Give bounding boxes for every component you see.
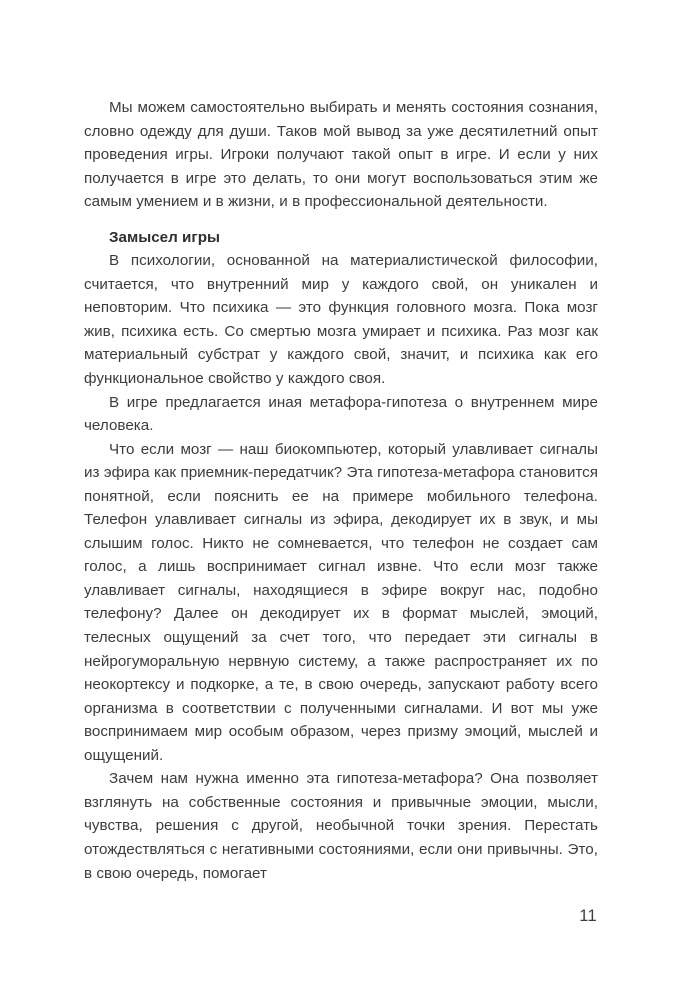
paragraph-opening: Мы можем самостоятельно выбирать и менять состояния сознания, словно одежду для души. Таков мой вывод за уже десятилетний опыт проведения игры. Игроки получают такой опыт в игре. И если у них получается в игре это делать, то они могут воспользоваться этим же самым умением и в жизни, и в профессиональной деятельности.	[84, 99, 598, 211]
page-number: 11	[579, 907, 597, 925]
paragraph-brain-biocomputer: Что если мозг — наш биокомпьютер, который улавливает сигналы из эфира как приемник-передатчик? Эта гипотеза-метафора становится понятной, если пояснить ее на примере мобильного телефона. Телефон улавливает сигналы из эфира, декодирует их в звук, и мы слышим голос. Никто не сомневается, что телефон не создает сам голос, а лишь воспринимает сигнал извне. Что если мозг также улавливает сигналы, находящиеся в эфире вокруг нас, подобно телефону? Далее он декодирует их в формат мыслей, эмоций, телесных ощущений за счет того, что передает эти сигналы в нейрогуморальную нервную систему, а также распространяет их по неокортексу и подкорке, а те, в свою очередь, запускают работу всего организма в соответствии с полученными сигналами. И вот мы уже воспринимаем мир особым образом, через призму эмоций, мыслей и ощущений.	[84, 440, 598, 764]
paragraph-materialist-psychology: В психологии, основанной на материалистической философии, считается, что внутренний мир у каждого свой, он уникален и неповторим. Что психика — это функция головного мозга. Пока мозг жив, психика есть. Со смертью мозга умирает и психика. Раз мозг как материальный субстрат у каждого свой, значит, и психика как его функциональное свойство у каждого своя.	[84, 252, 598, 388]
page-text-column	[84, 96, 598, 885]
paragraph-alternative-metaphor: В игре предлагается иная метафора-гипотеза о внутреннем мире человека.	[84, 393, 598, 435]
paragraph-why-this-metaphor: Зачем нам нужна именно эта гипотеза-метафора? Она позволяет взглянуть на собственные состояния и привычные эмоции, мысли, чувства, решения с другой, необычной точки зрения. Перестать отождествляться с негативными состояниями, если они привычны. Это, в свою очередь, помогает	[84, 770, 598, 882]
section-heading-game-concept: Замысел игры	[109, 228, 220, 246]
